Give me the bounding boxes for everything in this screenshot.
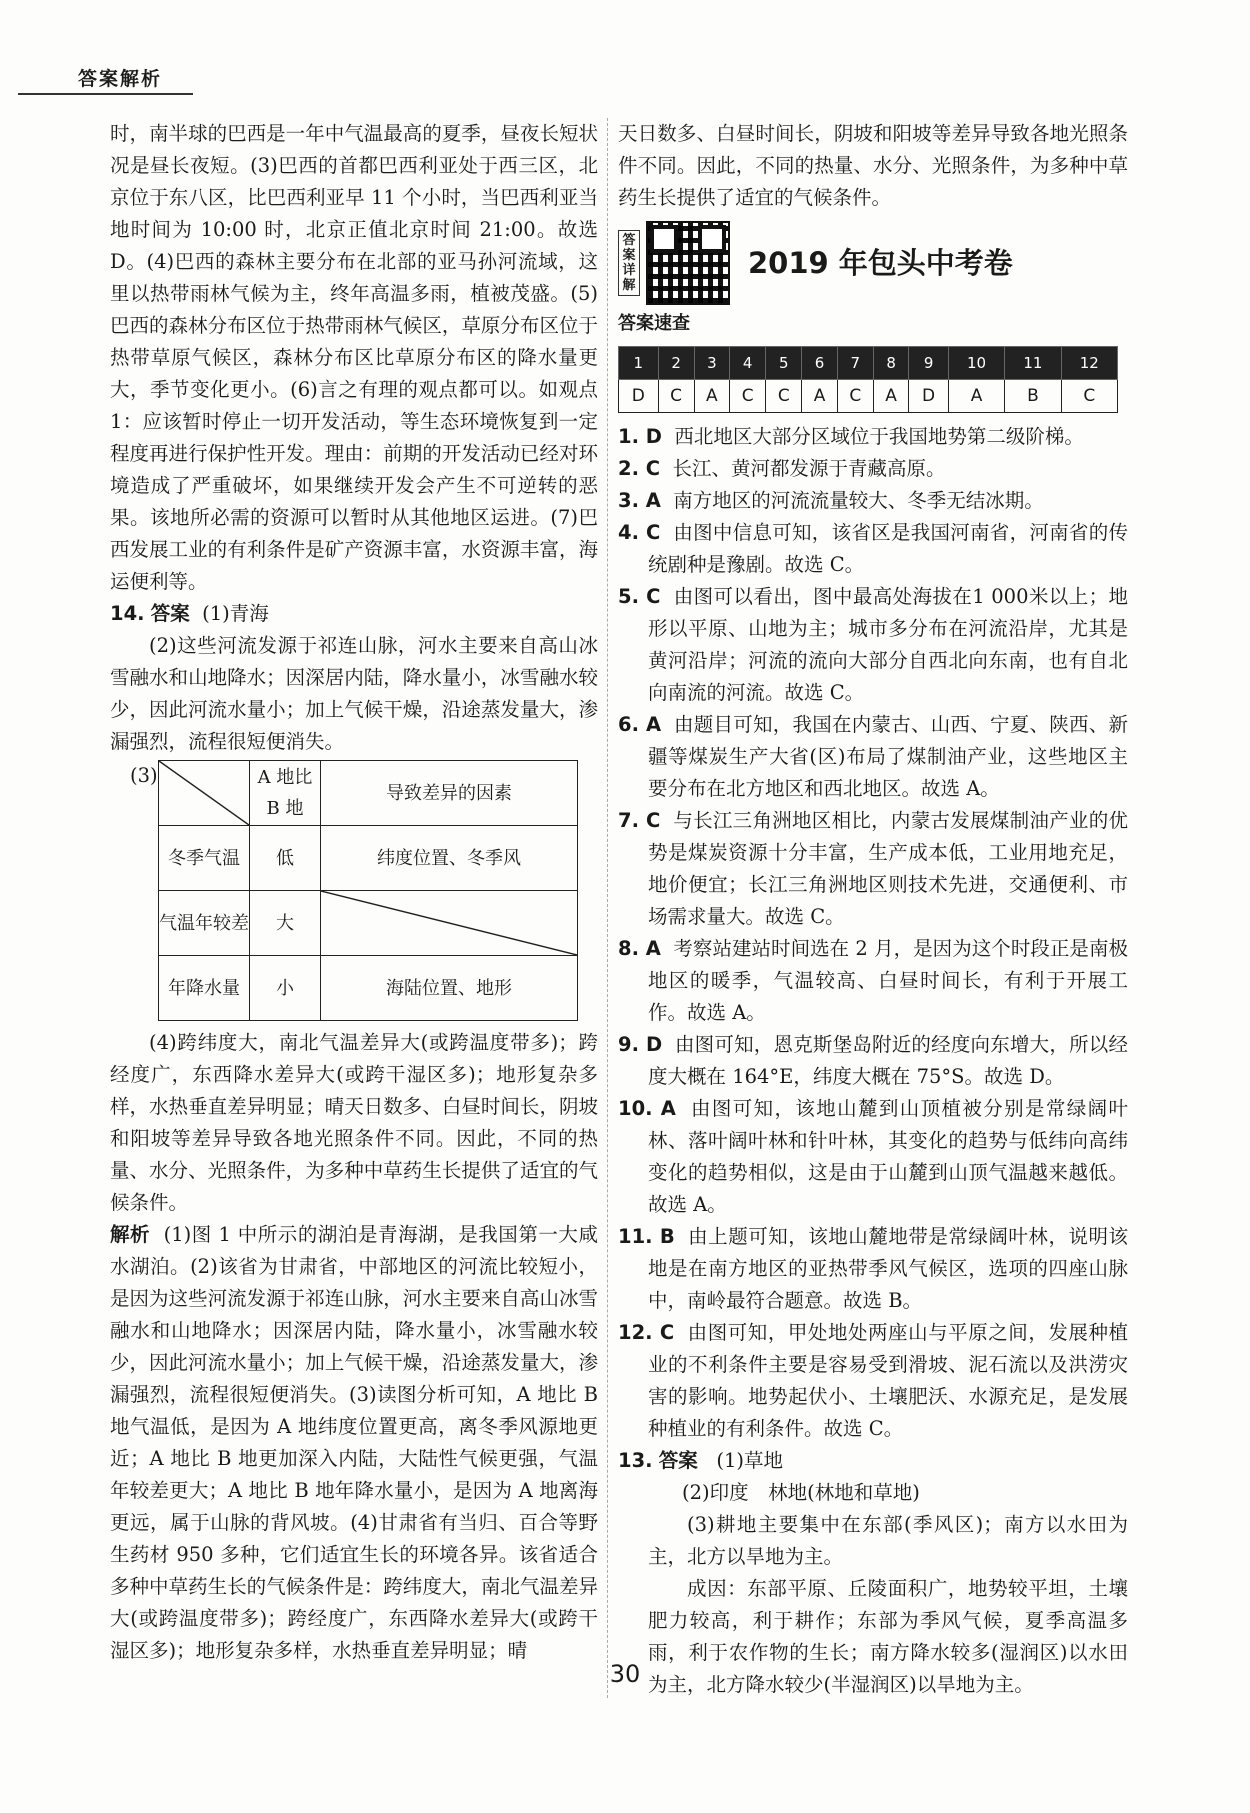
answer-letter: C bbox=[837, 380, 873, 413]
q13-answer-2: (2)印度 林地(林地和草地) bbox=[682, 1481, 920, 1504]
table-header-compare: A 地比 B 地 bbox=[250, 761, 321, 826]
q13-answer-tag: 答案 bbox=[658, 1449, 698, 1472]
list-item bbox=[618, 517, 1128, 581]
table-row bbox=[159, 891, 578, 956]
table-header-factor: 导致差异的因素 bbox=[321, 761, 578, 826]
item-number: 5. C bbox=[618, 585, 661, 608]
item-number: 11. B bbox=[618, 1225, 675, 1248]
item-text: 南方地区的河流流量较大、冬季无结冰期。 bbox=[673, 489, 1044, 512]
item-text: 西北地区大部分区域位于我国地势第二级阶梯。 bbox=[674, 425, 1084, 448]
q14-analysis bbox=[110, 1219, 598, 1667]
list-item bbox=[618, 421, 1128, 453]
item-number: 8. A bbox=[618, 937, 661, 960]
answer-number: 11 bbox=[1005, 347, 1061, 380]
qr-side-label: 答案详解 bbox=[618, 230, 640, 296]
comparison-table bbox=[158, 760, 578, 1021]
list-item bbox=[618, 453, 1128, 485]
q14-analysis-tag: 解析 bbox=[110, 1223, 151, 1246]
table-cell-reason: 纬度位置、冬季风 bbox=[321, 826, 578, 891]
table-cell-compare: 小 bbox=[250, 956, 321, 1021]
q14-analysis-text: (1)图 1 中所示的湖泊是青海湖，是我国第一大咸水湖泊。(2)该省为甘肃省，中部地区的河流比较短小，是因为这些河流发源于祁连山脉，河水主要来自高山冰雪融水和山地降水；因深居内陆，降水量小，冰雪融水较少，因此河流水量小；加上气候干燥，沿途蒸发量大，渗漏强烈，流程很短便消失。(3)读图分析可知，A 地比 B 地气温低，是因为 A 地纬度位置更高，离冬季风源地更近；A 地比 B 地更加深入内陆，大陆性气候更强，气温年较差更大；A 地比 B 地年降水量小，是因为 A 地离海更远，属于山脉的背风坡。(4)甘肃省有当归、百合等野生药材 950 多种，它们适宜生长的环境各异。该省适合多种中草药生长的气候条件是：跨纬度大，南北气温差异大(或跨温度带多)；跨经度广，东西降水差异大(或跨干湿区多)；地形复杂多样，水热垂直差异明显；晴 bbox=[110, 1223, 598, 1662]
answer-letter: D bbox=[909, 380, 949, 413]
item-number: 3. A bbox=[618, 489, 661, 512]
item-number: 7. C bbox=[618, 809, 661, 832]
left-column bbox=[110, 118, 598, 1667]
item-number: 9. D bbox=[618, 1033, 663, 1056]
table-cell-compare: 大 bbox=[250, 891, 321, 956]
answer-number: 1 bbox=[619, 347, 659, 380]
answer-table bbox=[618, 346, 1118, 413]
answer-letter: C bbox=[730, 380, 766, 413]
list-item bbox=[618, 805, 1128, 933]
item-text: 考察站建站时间选在 2 月，是因为这个时段正是南极地区的暖季，气温较高、白昼时间长，有利于开展工作。故选 A。 bbox=[648, 937, 1128, 1024]
item-text: 与长江三角洲地区相比，内蒙古发展煤制油产业的优势是煤炭资源十分丰富，生产成本低，工业用地充足，地价便宜；长江三角洲地区则技术先进，交通便利、市场需求量大。故选 C。 bbox=[648, 809, 1128, 928]
answer-letter: A bbox=[948, 380, 1004, 413]
item-text: 由上题可知，该地山麓地带是常绿阔叶林，说明该地是在南方地区的亚热带季风气候区，选项的四座山脉中，南岭最符合题意。故选 B。 bbox=[648, 1225, 1128, 1312]
item-text: 由图中信息可知，该省区是我国河南省，河南省的传统剧种是豫剧。故选 C。 bbox=[648, 521, 1128, 576]
answer-letter: C bbox=[766, 380, 802, 413]
q14-answer-2: (2)这些河流发源于祁连山脉，河水主要来自高山冰雪融水和山地降水；因深居内陆，降水量小，冰雪融水较少，因此河流水量小；加上气候干燥，沿途蒸发量大，渗漏强烈，流程很短便消失。 bbox=[110, 634, 598, 753]
answer-letter: C bbox=[1061, 380, 1117, 413]
list-item bbox=[618, 1093, 1128, 1221]
page-number: 30 bbox=[609, 1660, 641, 1688]
answer-number: 9 bbox=[909, 347, 949, 380]
qr-code-icon[interactable] bbox=[646, 221, 730, 305]
answer-letter: A bbox=[694, 380, 729, 413]
answer-number: 3 bbox=[694, 347, 729, 380]
answer-number: 2 bbox=[658, 347, 694, 380]
list-item bbox=[618, 1317, 1128, 1445]
q14-answer-1 bbox=[110, 598, 598, 630]
item-text: 由图可知，甲处地处两座山与平原之间，发展种植业的不利条件主要是容易受到滑坡、泥石流以及洪涝灾害的影响。地势起伏小、土壤肥沃、水源充足，是发展种植业的有利条件。故选 C。 bbox=[648, 1321, 1128, 1440]
q14-table-block bbox=[110, 760, 598, 1021]
table-row bbox=[159, 826, 578, 891]
answer-number: 4 bbox=[730, 347, 766, 380]
table-cell-compare: 低 bbox=[250, 826, 321, 891]
answer-letter: B bbox=[1005, 380, 1061, 413]
list-item bbox=[618, 709, 1128, 805]
table-cell-item: 冬季气温 bbox=[159, 826, 250, 891]
item-number: 10. A bbox=[618, 1097, 676, 1120]
q13-answer-3: (3)耕地主要集中在东部(季风区)；南方以水田为主，北方以旱地为主。 bbox=[648, 1513, 1128, 1568]
q13-number: 13. bbox=[618, 1449, 653, 1472]
table-header-diagonal-cell bbox=[159, 761, 250, 826]
q13-answer-1 bbox=[618, 1445, 1128, 1477]
q13-answer-4: 成因：东部平原、丘陵面积广，地势较平坦，土壤肥力较高，利于耕作；东部为季风气候，夏季高温多雨，利于农作物的生长；南方降水较多(湿润区)以水田为主，北方降水较少(半湿润区)以旱地为主。 bbox=[648, 1577, 1128, 1696]
list-item bbox=[618, 1029, 1128, 1093]
column-divider bbox=[607, 118, 608, 1698]
item-number: 2. C bbox=[618, 457, 661, 480]
answer-letter: C bbox=[658, 380, 694, 413]
quick-answer-title: 答案速查 bbox=[618, 313, 690, 334]
answer-number: 7 bbox=[837, 347, 873, 380]
item-number: 6. A bbox=[618, 713, 662, 736]
q13-prev-analysis-continued: 时，南半球的巴西是一年中气温最高的夏季，昼夜长短状况是昼长夜短。(3)巴西的首都巴西利亚处于西三区，北京位于东八区，比巴西利亚早 11 个小时，当巴西利亚当地时间为 10:00 时，北京正值北京时间 21:00。故选 D。(4)巴西的森林主要分布在北部的亚马孙河流域，这里以热带雨林气候为主，终年高温多雨，植被茂盛。(5)巴西的森林分布区位于热带雨林气候区，草原分布区位于热带草原气候区，森林分布区比草原分布区的降水量更大，季节变化更小。(6)言之有理的观点都可以。如观点 1：应该暂时停止一切开发活动，等生态环境恢复到一定程度再进行保护性开发。理由：前期的开发活动已经对环境造成了严重破坏，如果继续开发会产生不可逆转的恶果。该地所必需的资源可以暂时从其他地区运进。(7)巴西发展工业的有利条件是矿产资源丰富，水资源丰富，海运便利等。 bbox=[110, 122, 598, 593]
q14-answer-4: (4)跨纬度大，南北气温差异大(或跨温度带多)；跨经度广，东西降水差异大(或跨干湿区多)；地形复杂多样，水热垂直差异明显；晴天日数多、白昼时间长，阴坡和阳坡等差异导致各地光照条件不同。因此，不同的热量、水分、光照条件，为多种中草药生长提供了适宜的气候条件。 bbox=[110, 1031, 598, 1214]
q14-analysis-continued: 天日数多、白昼时间长，阴坡和阳坡等差异导致各地光照条件不同。因此，不同的热量、水分、光照条件，为多种中草药生长提供了适宜的气候条件。 bbox=[618, 122, 1128, 209]
list-item bbox=[618, 1221, 1128, 1317]
table-cell-reason: 海陆位置、地形 bbox=[321, 956, 578, 1021]
answer-letter: A bbox=[873, 380, 908, 413]
item-text: 由图可知，该地山麓到山顶植被分别是常绿阔叶林、落叶阔叶林和针叶林，其变化的趋势与低纬向高纬变化的趋势相似，这是由于山麓到山顶气温越来越低。故选 A。 bbox=[648, 1097, 1128, 1216]
item-number: 1. D bbox=[618, 425, 662, 448]
q14-number: 14. bbox=[110, 602, 145, 625]
section-header: 答案解析 bbox=[78, 68, 163, 90]
q14-answer-1-text: (1)青海 bbox=[202, 602, 269, 625]
answer-table-number-row bbox=[619, 347, 1118, 380]
q13-answer-1-text: (1)草地 bbox=[716, 1449, 783, 1472]
answer-number: 10 bbox=[948, 347, 1004, 380]
list-item bbox=[618, 933, 1128, 1029]
exam-title: 2019 年包头中考卷 bbox=[748, 246, 1013, 280]
table-cell-item: 气温年较差 bbox=[159, 891, 250, 956]
item-number: 4. C bbox=[618, 521, 661, 544]
answer-number: 12 bbox=[1061, 347, 1117, 380]
answer-letter: A bbox=[802, 380, 837, 413]
answer-number: 6 bbox=[802, 347, 837, 380]
item-text: 由题目可知，我国在内蒙古、山西、宁夏、陕西、新疆等煤炭生产大省(区)布局了煤制油产业，这些地区主要分布在北方地区和西北地区。故选 A。 bbox=[648, 713, 1128, 800]
header-rule bbox=[18, 93, 193, 95]
right-column bbox=[618, 118, 1128, 1701]
exam-title-row bbox=[618, 220, 1128, 306]
item-number: 12. C bbox=[618, 1321, 675, 1344]
list-item bbox=[618, 485, 1128, 517]
table-header-row bbox=[159, 761, 578, 826]
q14-table-label: (3) bbox=[130, 764, 158, 787]
answer-number: 5 bbox=[766, 347, 802, 380]
list-item bbox=[618, 581, 1128, 709]
answer-table-letter-row bbox=[619, 380, 1118, 413]
table-cell-reason-crossed bbox=[321, 891, 578, 956]
item-text: 长江、黄河都发源于青藏高原。 bbox=[672, 457, 946, 480]
item-text: 由图可知，恩克斯堡岛附近的经度向东增大，所以经度大概在 164°E，纬度大概在 75°S。故选 D。 bbox=[648, 1033, 1128, 1088]
answer-number: 8 bbox=[873, 347, 908, 380]
table-row bbox=[159, 956, 578, 1021]
answer-letter: D bbox=[619, 380, 659, 413]
table-cell-item: 年降水量 bbox=[159, 956, 250, 1021]
item-text: 由图可以看出，图中最高处海拔在1 000米以上；地形以平原、山地为主；城市多分布在河流沿岸，尤其是黄河沿岸；河流的流向大部分自西北向东南，也有自北向南流的河流。故选 C。 bbox=[648, 585, 1129, 704]
q14-answer-tag: 答案 bbox=[150, 602, 190, 625]
